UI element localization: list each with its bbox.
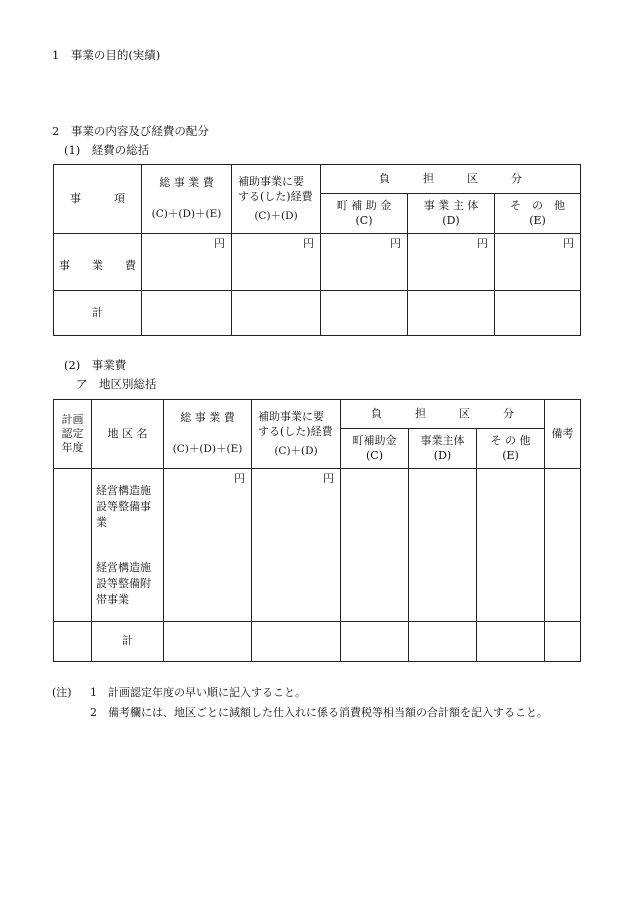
header-remarks: 備考 [545,400,581,469]
yen-unit: 円 [232,234,321,291]
section2-heading: 2 事業の内容及び経費の配分 [52,124,209,138]
header-district-name: 地 区 名 [92,400,164,469]
table-row [54,291,581,336]
empty-cell [408,291,495,336]
yen-unit: 円 [321,234,408,291]
empty-cell [477,622,545,662]
yen-unit: 円 [164,469,252,622]
header-total-cost: 総 事 業 費 (C)＋(D)＋(E) [142,165,232,234]
yen-unit: 円 [495,234,581,291]
notes-label: (注) [52,686,72,699]
header-business-entity: 事業主体 (D) [409,429,477,469]
empty-cell [545,622,581,662]
row-label-jigyohi: 事 業 費 [54,234,142,291]
header-burden-division: 負 担 区 分 [341,400,545,429]
header-subsidy-cost: 補助事業に要する(した)経費 (C)＋(D) [232,165,321,234]
row-label-total: 計 [54,291,142,336]
table-row [54,234,581,291]
empty-cell [142,291,232,336]
subsection-district-summary: ア 地区別総括 [76,377,157,391]
header-subsidy-cost: 補助事業に要する(した)経費 (C)＋(D) [252,400,341,469]
empty-cell [252,622,341,662]
empty-cell [164,622,252,662]
row-label-total: 計 [92,622,164,662]
yen-unit: 円 [252,469,341,622]
table-row [54,469,581,622]
empty-cell [545,469,581,622]
empty-cell [409,469,477,622]
note-item-1: 1 計画認定年度の早い順に記入すること。 [90,686,306,699]
header-town-subsidy: 町 補 助 金 (C) [321,194,408,234]
header-plan-year: 計画認定年度 [54,400,92,469]
empty-cell [54,469,92,622]
expense-summary-table [53,164,581,336]
table-row [54,622,581,662]
header-total-cost: 総 事 業 費 (C)＋(D)＋(E) [164,400,252,469]
empty-cell [321,291,408,336]
empty-cell [341,622,409,662]
header-other: そ の 他 (E) [495,194,581,234]
empty-cell [232,291,321,336]
empty-cell [341,469,409,622]
yen-unit: 円 [408,234,495,291]
header-burden-division: 負 担 区 分 [321,165,581,194]
district-names-cell [92,469,164,622]
district-name-2: 経営構造施設等整備附帯事業 [96,560,151,606]
header-business-entity: 事 業 主 体 (D) [408,194,495,234]
district-name-1: 経営構造施設等整備事業 [96,484,151,529]
header-other: そ の 他 (E) [477,429,545,469]
yen-unit: 円 [142,234,232,291]
subsection-project-cost: (2) 事業費 [64,358,127,372]
empty-cell [409,622,477,662]
header-item: 事 項 [54,165,142,234]
empty-cell [495,291,581,336]
header-town-subsidy: 町補助金 (C) [341,429,409,469]
empty-cell [54,622,92,662]
district-summary-table [53,399,581,662]
note-item-2: 2 備考欄には、地区ごとに減額した仕入れに係る消費税等相当額の合計額を記入すること。 [90,706,548,719]
subsection-expense-summary: (1) 経費の総括 [64,143,150,157]
empty-cell [477,469,545,622]
section1-heading: 1 事業の目的(実績) [52,48,161,62]
